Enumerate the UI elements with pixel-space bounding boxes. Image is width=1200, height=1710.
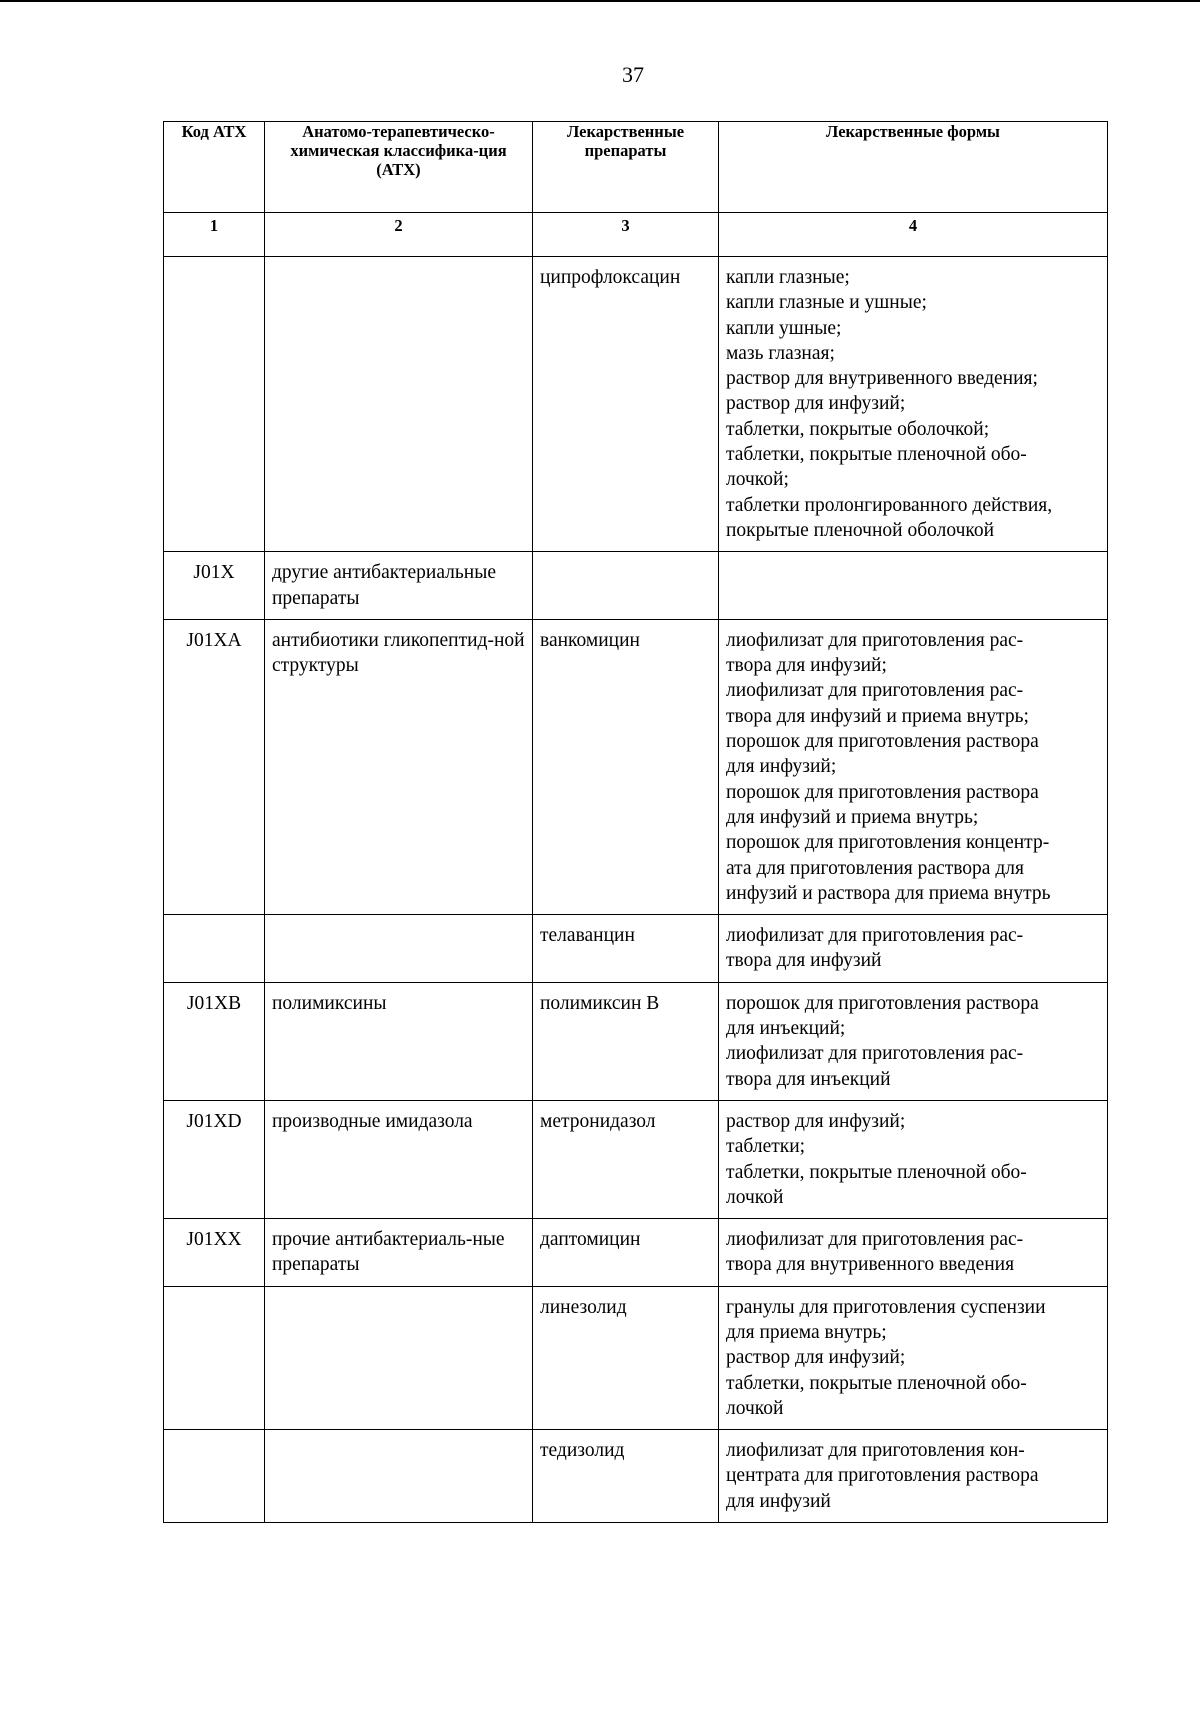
table-row bbox=[164, 1286, 1108, 1429]
dosage-form-line: порошок для приготовления раствора bbox=[726, 781, 1039, 803]
dosage-form-line: раствор для инфузий; bbox=[726, 1110, 906, 1132]
dosage-form-line: раствор для инфузий; bbox=[726, 393, 906, 415]
dosage-forms-cell bbox=[719, 619, 1108, 914]
drug-cell: линезолид bbox=[533, 1286, 719, 1429]
dosage-form-line: таблетки, покрытые оболочкой; bbox=[726, 418, 990, 440]
classification-cell: прочие антибактериаль-ные препараты bbox=[265, 1219, 533, 1287]
dosage-form-line: для инфузий bbox=[726, 1490, 831, 1512]
drug-cell: полимиксин В bbox=[533, 982, 719, 1100]
dosage-form-line: ата для приготовления раствора для bbox=[726, 857, 1024, 879]
column-number: 1 bbox=[164, 213, 265, 257]
dosage-forms-cell bbox=[719, 257, 1108, 552]
drug-cell: ванкомицин bbox=[533, 619, 719, 914]
dosage-form-line: лиофилизат для приготовления рас- bbox=[726, 1043, 1024, 1065]
drug-cell: тедизолид bbox=[533, 1430, 719, 1523]
dosage-forms-cell bbox=[719, 1430, 1108, 1523]
dosage-form-line: капли глазные и ушные; bbox=[726, 292, 927, 314]
dosage-form-line: капли глазные; bbox=[726, 267, 850, 288]
atc-code-cell: J01XB bbox=[164, 982, 265, 1100]
dosage-form-line: твора для внутривенного введения bbox=[726, 1254, 1015, 1276]
dosage-form-line: для инфузий и приема внутрь; bbox=[726, 806, 979, 828]
dosage-form-line: таблетки, покрытые пленочной обо- bbox=[726, 1372, 1027, 1394]
atc-code-cell: J01X bbox=[164, 552, 265, 620]
classification-cell bbox=[265, 1430, 533, 1523]
dosage-form-line: лиофилизат для приготовления рас- bbox=[726, 925, 1024, 947]
dosage-forms-cell bbox=[719, 1219, 1108, 1287]
dosage-form-line: порошок для приготовления раствора bbox=[726, 992, 1039, 1014]
atc-code-cell bbox=[164, 915, 265, 983]
column-number-row bbox=[164, 213, 1108, 257]
table-row bbox=[164, 257, 1108, 552]
dosage-forms-cell bbox=[719, 915, 1108, 983]
dosage-form-line: лиофилизат для приготовления рас- bbox=[726, 680, 1024, 702]
dosage-forms-cell bbox=[719, 982, 1108, 1100]
classification-cell bbox=[265, 1286, 533, 1429]
classification-cell bbox=[265, 257, 533, 552]
drug-cell bbox=[533, 552, 719, 620]
atc-code-cell bbox=[164, 1430, 265, 1523]
dosage-form-line: таблетки пролонгированного действия, bbox=[726, 494, 1053, 516]
table-row bbox=[164, 1219, 1108, 1287]
dosage-form-line: для инфузий; bbox=[726, 756, 837, 778]
column-number: 3 bbox=[533, 213, 719, 257]
dosage-form-line: раствор для внутривенного введения; bbox=[726, 368, 1038, 390]
dosage-form-line: порошок для приготовления раствора bbox=[726, 731, 1039, 753]
dosage-form-line: для приема внутрь; bbox=[726, 1321, 887, 1343]
dosage-form-line: лиофилизат для приготовления рас- bbox=[726, 629, 1024, 651]
drug-cell: ципрофлоксацин bbox=[533, 257, 719, 552]
page-number: 37 bbox=[622, 62, 644, 87]
dosage-form-line: таблетки; bbox=[726, 1136, 806, 1158]
header-classification: Анатомо-терапевтическо-химическая классифика-ция (АТХ) bbox=[265, 122, 533, 213]
dosage-form-line: мазь глазная; bbox=[726, 342, 835, 364]
column-number: 4 bbox=[719, 213, 1108, 257]
drug-cell: метронидазол bbox=[533, 1100, 719, 1218]
dosage-form-line: твора для инъекций bbox=[726, 1068, 891, 1090]
dosage-forms-cell bbox=[719, 1286, 1108, 1429]
dosage-form-line: порошок для приготовления концентр- bbox=[726, 832, 1050, 854]
header-drugs: Лекарственные препараты bbox=[533, 122, 719, 213]
table-row bbox=[164, 1100, 1108, 1218]
dosage-form-line: лиофилизат для приготовления рас- bbox=[726, 1229, 1024, 1251]
drug-cell: телаванцин bbox=[533, 915, 719, 983]
dosage-form-line: капли ушные; bbox=[726, 317, 842, 339]
table-row bbox=[164, 915, 1108, 983]
dosage-form-line: твора для инфузий и приема внутрь; bbox=[726, 705, 1029, 727]
dosage-form-line: лочкой bbox=[726, 1186, 784, 1208]
dosage-form-line: для инъекций; bbox=[726, 1018, 846, 1040]
atc-table bbox=[163, 121, 1108, 1523]
classification-cell bbox=[265, 915, 533, 983]
column-number: 2 bbox=[265, 213, 533, 257]
atc-code-cell bbox=[164, 1286, 265, 1429]
drug-cell: даптомицин bbox=[533, 1219, 719, 1287]
header-forms: Лекарственные формы bbox=[719, 122, 1108, 213]
dosage-form-line: твора для инфузий bbox=[726, 950, 882, 972]
dosage-form-line: гранулы для приготовления суспензии bbox=[726, 1296, 1046, 1318]
table-row bbox=[164, 1430, 1108, 1523]
dosage-form-line: твора для инфузий; bbox=[726, 655, 887, 677]
dosage-form-line: лочкой; bbox=[726, 469, 789, 491]
classification-cell: производные имидазола bbox=[265, 1100, 533, 1218]
table-row bbox=[164, 552, 1108, 620]
top-rule bbox=[0, 0, 1200, 2]
header-row bbox=[164, 122, 1108, 213]
atc-code-cell: J01XD bbox=[164, 1100, 265, 1218]
atc-code-cell: J01XA bbox=[164, 619, 265, 914]
classification-cell: антибиотики гликопептид-ной структуры bbox=[265, 619, 533, 914]
table-row bbox=[164, 619, 1108, 914]
table-row bbox=[164, 982, 1108, 1100]
dosage-form-line: таблетки, покрытые пленочной обо- bbox=[726, 1161, 1027, 1183]
dosage-form-line: лиофилизат для приготовления кон- bbox=[726, 1440, 1025, 1462]
dosage-form-line: инфузий и раствора для приема внутрь bbox=[726, 882, 1051, 904]
atc-code-cell bbox=[164, 257, 265, 552]
dosage-form-line: таблетки, покрытые пленочной обо- bbox=[726, 444, 1027, 466]
header-code: Код АТХ bbox=[164, 122, 265, 213]
dosage-forms-cell bbox=[719, 552, 1108, 620]
dosage-forms-cell bbox=[719, 1100, 1108, 1218]
classification-cell: другие антибактериальные препараты bbox=[265, 552, 533, 620]
classification-cell: полимиксины bbox=[265, 982, 533, 1100]
dosage-form-line: раствор для инфузий; bbox=[726, 1347, 906, 1369]
atc-code-cell: J01XX bbox=[164, 1219, 265, 1287]
dosage-form-line: лочкой bbox=[726, 1397, 784, 1419]
dosage-form-line: покрытые пленочной оболочкой bbox=[726, 519, 995, 541]
dosage-form-line: центрата для приготовления раствора bbox=[726, 1465, 1039, 1487]
